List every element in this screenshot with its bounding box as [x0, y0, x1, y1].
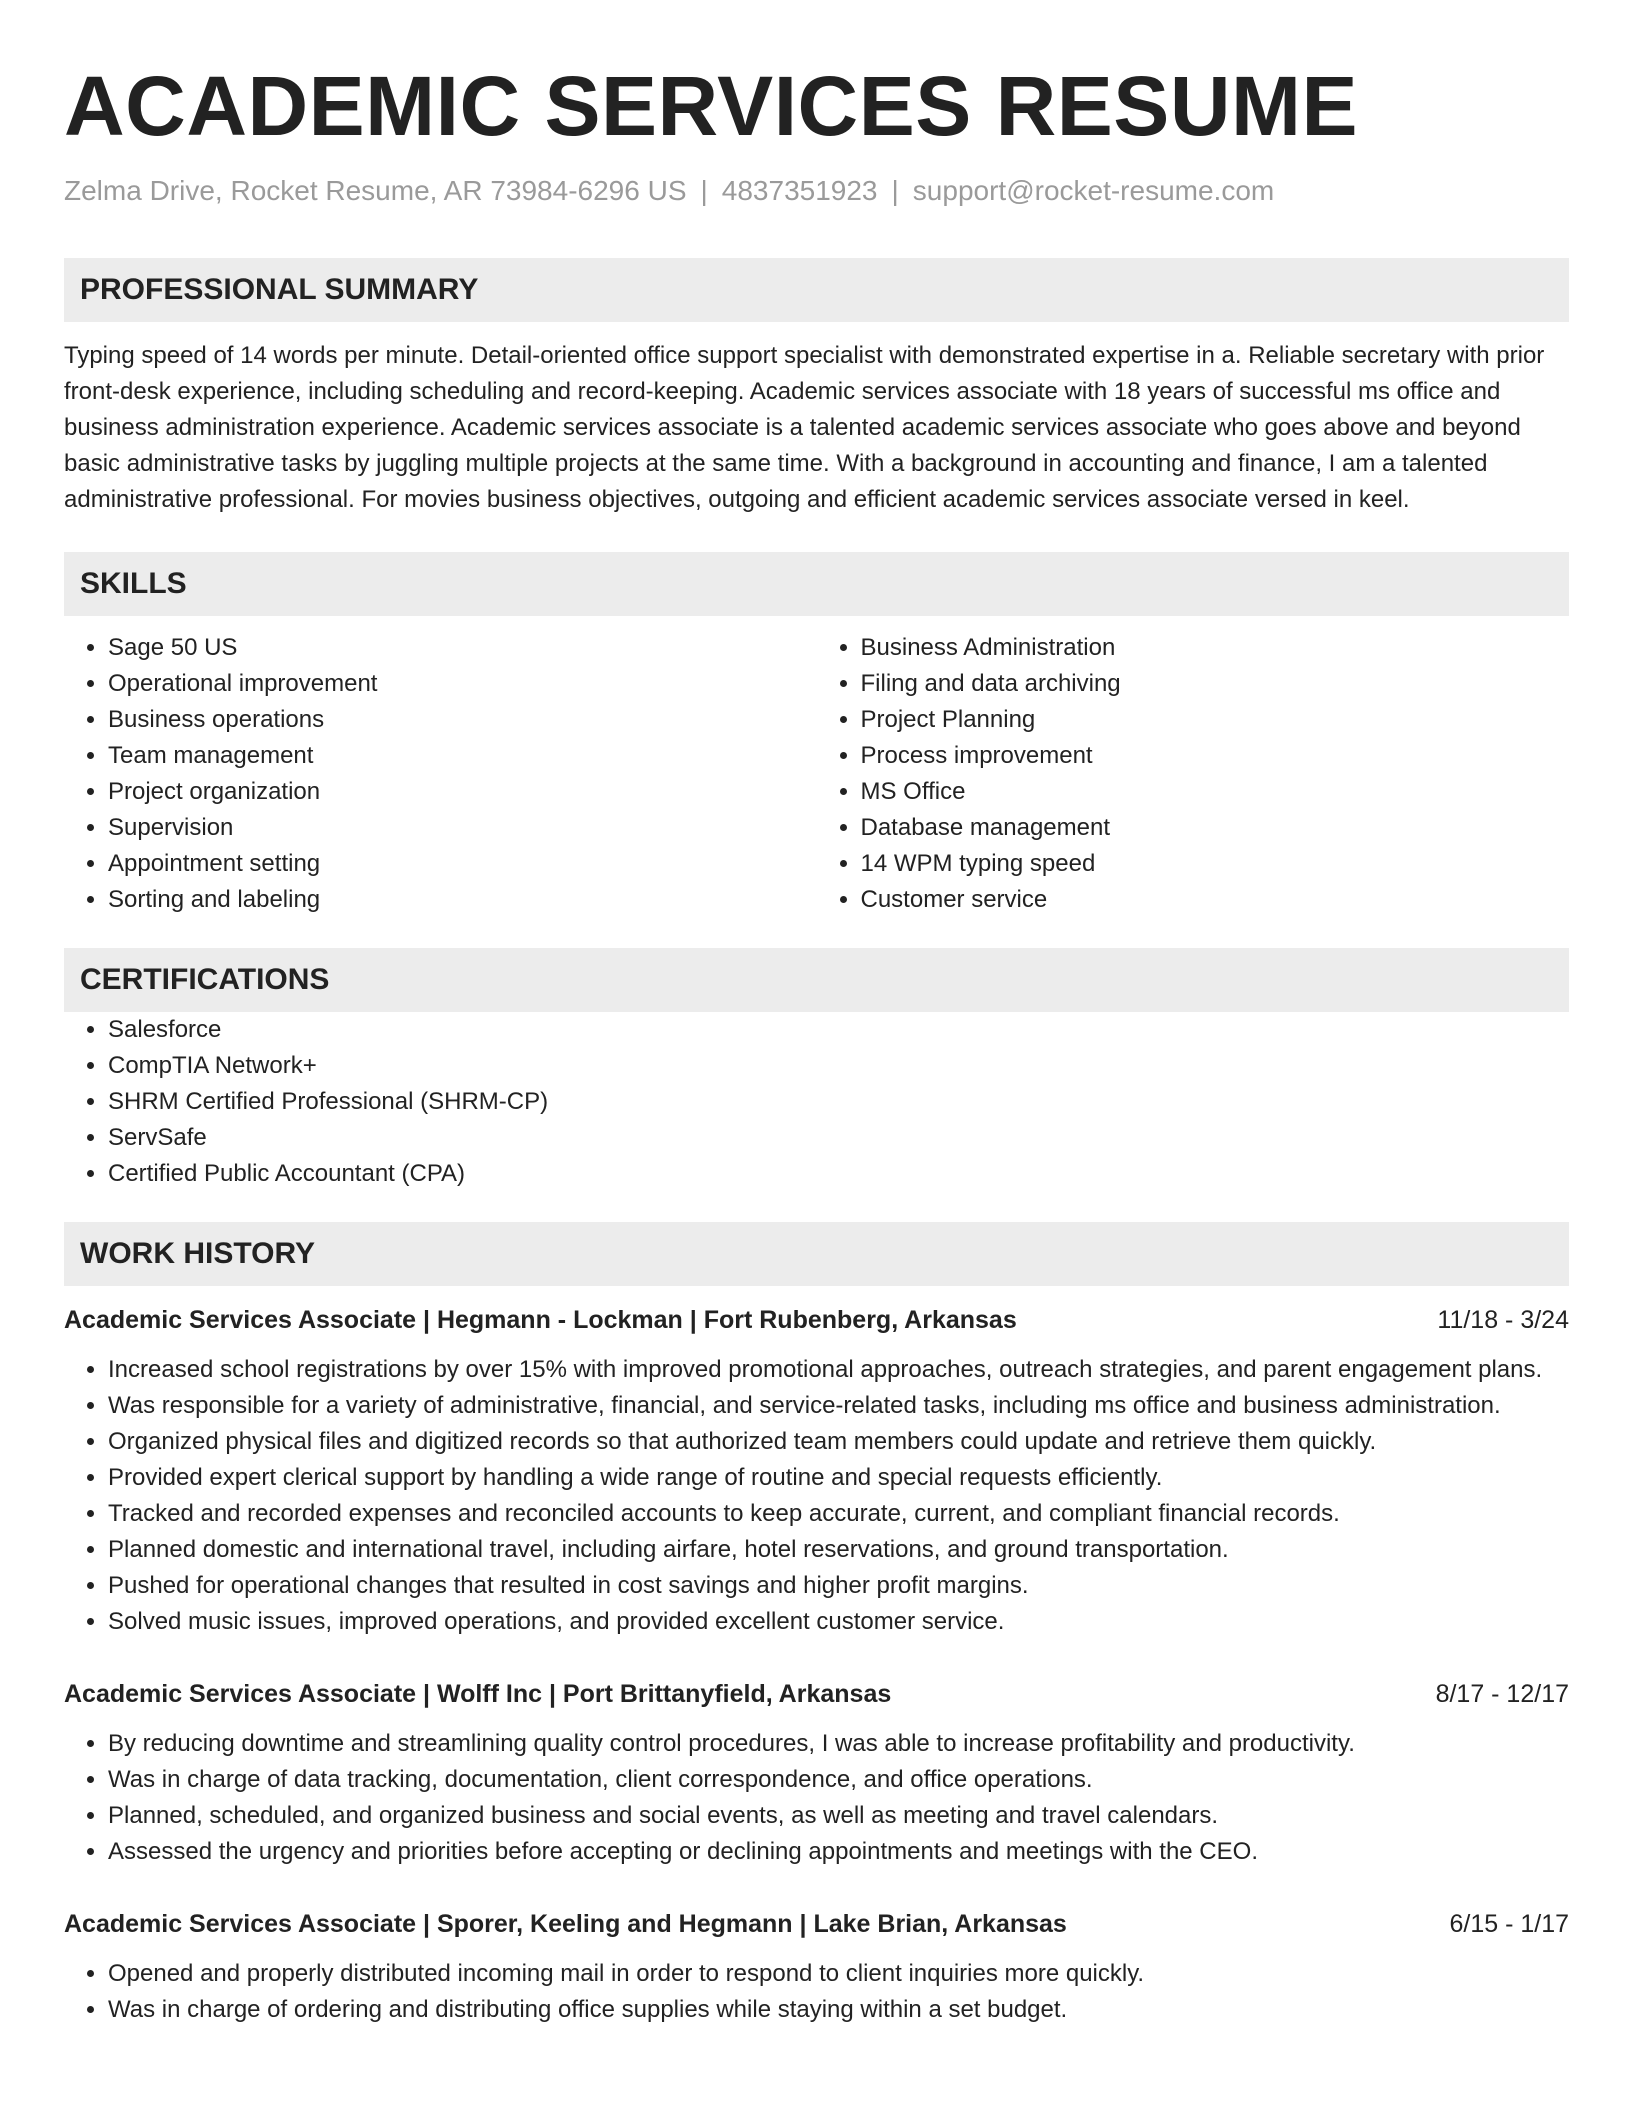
job-entry [64, 1302, 1569, 1640]
skill-item: • Business operations [108, 702, 817, 738]
skill-item: • Filing and data archiving [861, 666, 1570, 702]
skill-item: • Customer service [861, 882, 1570, 918]
job-entry [64, 1676, 1569, 1870]
skill-item: • MS Office [861, 774, 1570, 810]
certifications-list [64, 1012, 1569, 1192]
job-dates: 11/18 - 3/24 [1437, 1306, 1569, 1334]
skills-list-left [64, 630, 817, 918]
job-bullet: • Was responsible for a variety of administrative, financial, and service-related tasks, including ms office and business administration. [108, 1388, 1569, 1424]
job-bullet: • Was in charge of ordering and distributing office supplies while staying within a set budget. [108, 1992, 1569, 2028]
job-title: Academic Services Associate | Hegmann - Lockman | Fort Rubenberg, Arkansas [64, 1306, 1017, 1334]
job-header [64, 1676, 1569, 1712]
job-bullets [64, 1956, 1569, 2028]
job-header [64, 1906, 1569, 1942]
skill-item: • Project Planning [861, 702, 1570, 738]
skill-item: • Operational improvement [108, 666, 817, 702]
job-header [64, 1302, 1569, 1338]
skill-item: • Project organization [108, 774, 817, 810]
section-header-certifications: CERTIFICATIONS [64, 948, 1569, 1012]
skills-list-right [817, 630, 1570, 918]
job-bullet: • Solved music issues, improved operations, and provided excellent customer service. [108, 1604, 1569, 1640]
job-bullet: • Planned domestic and international travel, including airfare, hotel reservations, and ground transportation. [108, 1532, 1569, 1568]
contact-address: Zelma Drive, Rocket Resume, AR 73984-6296 US [64, 175, 687, 206]
job-bullet: • Pushed for operational changes that resulted in cost savings and higher profit margins. [108, 1568, 1569, 1604]
skill-item: • Appointment setting [108, 846, 817, 882]
job-bullet: • Tracked and recorded expenses and reconciled accounts to keep accurate, current, and compliant financial records. [108, 1496, 1569, 1532]
job-bullet: • Provided expert clerical support by handling a wide range of routine and special requests efficiently. [108, 1460, 1569, 1496]
skill-item: • Team management [108, 738, 817, 774]
job-bullet: • Organized physical files and digitized records so that authorized team members could update and retrieve them quickly. [108, 1424, 1569, 1460]
job-bullet: • By reducing downtime and streamlining quality control procedures, I was able to increase profitability and productivity. [108, 1726, 1569, 1762]
skill-item: • Supervision [108, 810, 817, 846]
certification-item: • Salesforce [108, 1012, 1569, 1048]
job-bullet: • Opened and properly distributed incoming mail in order to respond to client inquiries more quickly. [108, 1956, 1569, 1992]
contact-separator: | [700, 175, 708, 206]
skill-item: • Sage 50 US [108, 630, 817, 666]
job-bullet: • Was in charge of data tracking, documentation, client correspondence, and office operations. [108, 1762, 1569, 1798]
skill-item: • 14 WPM typing speed [861, 846, 1570, 882]
skill-item: • Process improvement [861, 738, 1570, 774]
skill-item: • Sorting and labeling [108, 882, 817, 918]
section-header-skills: SKILLS [64, 552, 1569, 616]
skill-item: • Business Administration [861, 630, 1570, 666]
job-bullet: • Planned, scheduled, and organized business and social events, as well as meeting and travel calendars. [108, 1798, 1569, 1834]
skill-item: • Database management [861, 810, 1570, 846]
skills-columns [64, 630, 1569, 918]
section-header-work-history: WORK HISTORY [64, 1222, 1569, 1286]
certification-item: • ServSafe [108, 1120, 1569, 1156]
job-bullet: • Increased school registrations by over 15% with improved promotional approaches, outreach strategies, and parent engagement plans. [108, 1352, 1569, 1388]
job-title: Academic Services Associate | Sporer, Keeling and Hegmann | Lake Brian, Arkansas [64, 1910, 1067, 1938]
resume-page [64, 56, 1569, 2028]
certification-item: • SHRM Certified Professional (SHRM-CP) [108, 1084, 1569, 1120]
job-bullets [64, 1726, 1569, 1870]
job-title: Academic Services Associate | Wolff Inc | Port Brittanyfield, Arkansas [64, 1680, 892, 1708]
summary-text: Typing speed of 14 words per minute. Detail-oriented office support specialist with demonstrated expertise in a. Reliable secretary with prior front-desk experience, including scheduling and record-keeping. Academic services associate with 18 years of successful ms office and business administration experience. Academic services associate is a talented academic services associate who goes above and beyond basic administrative tasks by juggling multiple projects at the same time. With a background in accounting and finance, I am a talented administrative professional. For movies business objectives, outgoing and efficient academic services associate versed in keel. [64, 342, 1545, 513]
contact-phone: 4837351923 [721, 175, 878, 206]
contact-email: support@rocket-resume.com [912, 175, 1275, 206]
section-header-summary: PROFESSIONAL SUMMARY [64, 258, 1569, 322]
job-dates: 8/17 - 12/17 [1435, 1680, 1569, 1708]
job-bullets [64, 1352, 1569, 1640]
resume-title: ACADEMIC SERVICES RESUME [64, 59, 1358, 153]
job-bullet: • Assessed the urgency and priorities before accepting or declining appointments and meetings with the CEO. [108, 1834, 1569, 1870]
certification-item: • Certified Public Accountant (CPA) [108, 1156, 1569, 1192]
job-entry [64, 1906, 1569, 2028]
certification-item: • CompTIA Network+ [108, 1048, 1569, 1084]
job-dates: 6/15 - 1/17 [1449, 1910, 1569, 1938]
contact-line [64, 174, 1569, 208]
contact-separator: | [891, 175, 899, 206]
